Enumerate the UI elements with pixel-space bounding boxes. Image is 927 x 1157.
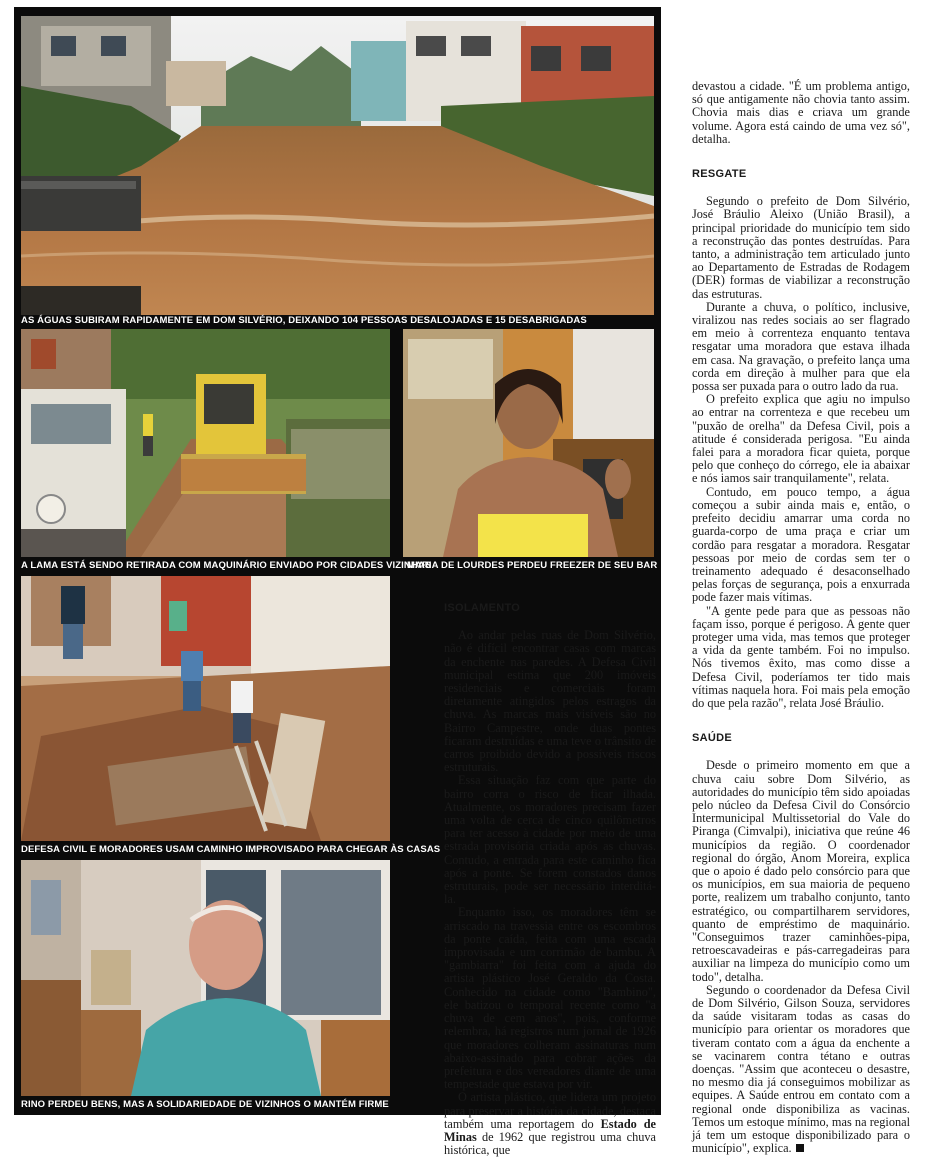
paragraph: Ao andar pelas ruas de Dom Silvério, não é difícil encontrar casas com marcas da enchente nas paredes. A Defesa Civil municipal estima que 200 imóveis residenciais e comerciais foram diretamente atingidos pelos estragos da chuva. As marcas mais visíveis são no Bairro Campestre, onde duas pontes ficaram destruídas e uma teve o trânsito de carros proibido devido a possíveis riscos estruturais. bbox=[444, 628, 656, 775]
elderly-man-photo bbox=[21, 860, 390, 1096]
paragraph: Segundo o prefeito de Dom Silvério, José Bráulio Aleixo (União Brasil), a principal prioridade do município tem sido a reconstrução das pontes destruídas. Para tanto, a administração tem articulado junto ao Departamento de Estradas de Rodagem (DER) formas de viabilizar a reconstrução das estruturas. bbox=[692, 194, 910, 301]
paragraph-continued: devastou a cidade. "É um problema antigo, só que antigamente não chovia tanto assim. Chovia mais dias e criava um grande volume. Agora está caindo de uma vez só", detalha. bbox=[692, 79, 910, 146]
paragraph: O prefeito explica que agiu no impulso ao entrar na correnteza e que recebeu um "puxão de orelha" da Defesa Civil, pois a atitude é considerada perigosa. "Eu ainda falei para a moradora ficar quieta, porque pelo que conheço do córrego, ele ia abaixar e nós iamos sair tranquilamente", relata. bbox=[692, 392, 910, 486]
flood-river-photo bbox=[21, 16, 654, 315]
paragraph-last bbox=[444, 1091, 656, 1157]
caption-photo5: RINO PERDEU BENS, MAS A SOLIDARIEDADE DE VIZINHOS O MANTÉM FIRME bbox=[21, 1099, 389, 1110]
right-column bbox=[692, 80, 910, 1155]
newspaper-name: Estado de Minas bbox=[444, 1116, 656, 1144]
paragraph: Contudo, em pouco tempo, a água começou a subir ainda mais e, então, o prefeito decidiu amarrar uma corda no guarda-corpo de uma praça e criar um cordão para resgatar a moradora. Resgatar pessoas por meio de cordas sem ter o treinamento adequado é desaconselhado pelas forças de segurança, pois a enxurrada pode fazer mais vítimas. bbox=[692, 484, 910, 605]
middle-column bbox=[444, 602, 656, 1157]
improvised-path-photo bbox=[21, 576, 390, 841]
woman-portrait-photo bbox=[403, 329, 654, 557]
paragraph: "A gente pede para que as pessoas não façam isso, porque é perigoso. A gente quer proteger uma vida, mas temos que proteger a vida da gente também. Foi no impulso. Nós tivemos êxito, mas como disse a Defesa Civil, poderíamos ter tido mais vítimas naquela hora. Foi mais pela emoção do que pela razão", relata José Bráulio. bbox=[692, 603, 910, 710]
paragraph: Desde o primeiro momento em que a chuva caiu sobre Dom Silvério, as autoridades do município têm sido apoiadas pelo núcleo da Defesa Civil do Consórcio Intermunicipal Multissetorial do Vale do Piranga (Cimvalpi), iniciativa que reúne 46 municípios da região. O coordenador regional do órgão, Anom Moreira, explica que o apoio é dado pelo consórcio para que os municípios, em sua maioria de pequeno porte, realizem um trabalho conjunto, tanto estratégico, ou compartilharem servidores, quanto de empréstimo de maquinário. "Conseguimos trazer caminhões-pipa, retroescavadeiras e pás-carregadeiras para auxiliar na limpeza do município como um todo", detalha. bbox=[692, 758, 910, 984]
text: O artista plástico, que lidera um projeto para preservar a história da cidade, destaca também uma reportagem do bbox=[444, 1090, 656, 1131]
mud-removal-photo bbox=[21, 329, 390, 557]
caption-photo4: DEFESA CIVIL E MORADORES USAM CAMINHO IMPROVISADO PARA CHEGAR ÀS CASAS bbox=[21, 844, 441, 855]
heading-isolamento: ISOLAMENTO bbox=[444, 602, 521, 614]
caption-photo3: MARIA DE LOURDES PERDEU FREEZER DE SEU BAR bbox=[407, 560, 658, 571]
paragraph-last bbox=[692, 984, 910, 1156]
text: Segundo o coordenador da Defesa Civil de Dom Silvério, Gilson Souza, servidores da saúde visitaram todas as casas do município para orientar os moradores que tiveram contato com a água da enchente a se vacinarem contra tétano e outras doenças. "Assim que aconteceu o desastre, no mesmo dia já conseguimos mobilizar as equipes. A Saúde entrou em contato com a regional onde disponibiliza as vacinas. Temos um estoque mínimo, mas na regional já tem um estoque disponibilizado para o município", explica. bbox=[692, 982, 910, 1156]
paragraph: Durante a chuva, o político, inclusive, viralizou nas redes sociais ao ser flagrado em meio à correnteza enquanto tentava resgatar uma moradora que estava ilhada em casa. Na gravação, o prefeito lança uma corda em direção à mulher para que ela possa ser puxada para o outro lado da rua. bbox=[692, 299, 910, 394]
paragraph: Enquanto isso, os moradores têm se arriscado na travessia entre os escombros da ponte caída, feita com uma escada improvisada e um corrimão de bambu. A "gambiarra" foi feita com a ajuda do artista plástico José Geraldo da Costa. Conhecido na cidade como "Bambino", ele batizou o temporal recente como "a chuva de cem anos", pois, conforme relembra, há registros num jornal de 1926 que moradores colheram assinaturas num abaixo-assinado para cobrar ações da prefeitura e dos vereadores diante de uma tempestade que estava por vir. bbox=[444, 905, 656, 1092]
caption-photo2: A LAMA ESTÁ SENDO RETIRADA COM MAQUINÁRIO ENVIADO POR CIDADES VIZINHAS bbox=[21, 560, 432, 571]
text: de 1962 que registrou uma chuva histórica, que bbox=[444, 1129, 656, 1157]
end-of-article-mark bbox=[796, 1144, 804, 1152]
heading-saude: SAÚDE bbox=[692, 732, 733, 745]
paragraph: Essa situação faz com que parte do bairro corra o risco de ficar ilhada. Atualmente, os moradores precisam fazer uma volta de cerca de cinco quilômetros para ter acesso à cidade por meio de uma estrada provisória criada após as chuvas. Contudo, a entrada para este caminho fica após a ponte. Se forem constados danos estruturais, pode ser necessário interditá-la. bbox=[444, 773, 656, 907]
caption-photo1: AS ÁGUAS SUBIRAM RAPIDAMENTE EM DOM SILVÉRIO, DEIXANDO 104 PESSOAS DESALOJADAS E 15 DESABRIGADAS bbox=[21, 315, 587, 326]
heading-resgate: RESGATE bbox=[692, 168, 747, 181]
